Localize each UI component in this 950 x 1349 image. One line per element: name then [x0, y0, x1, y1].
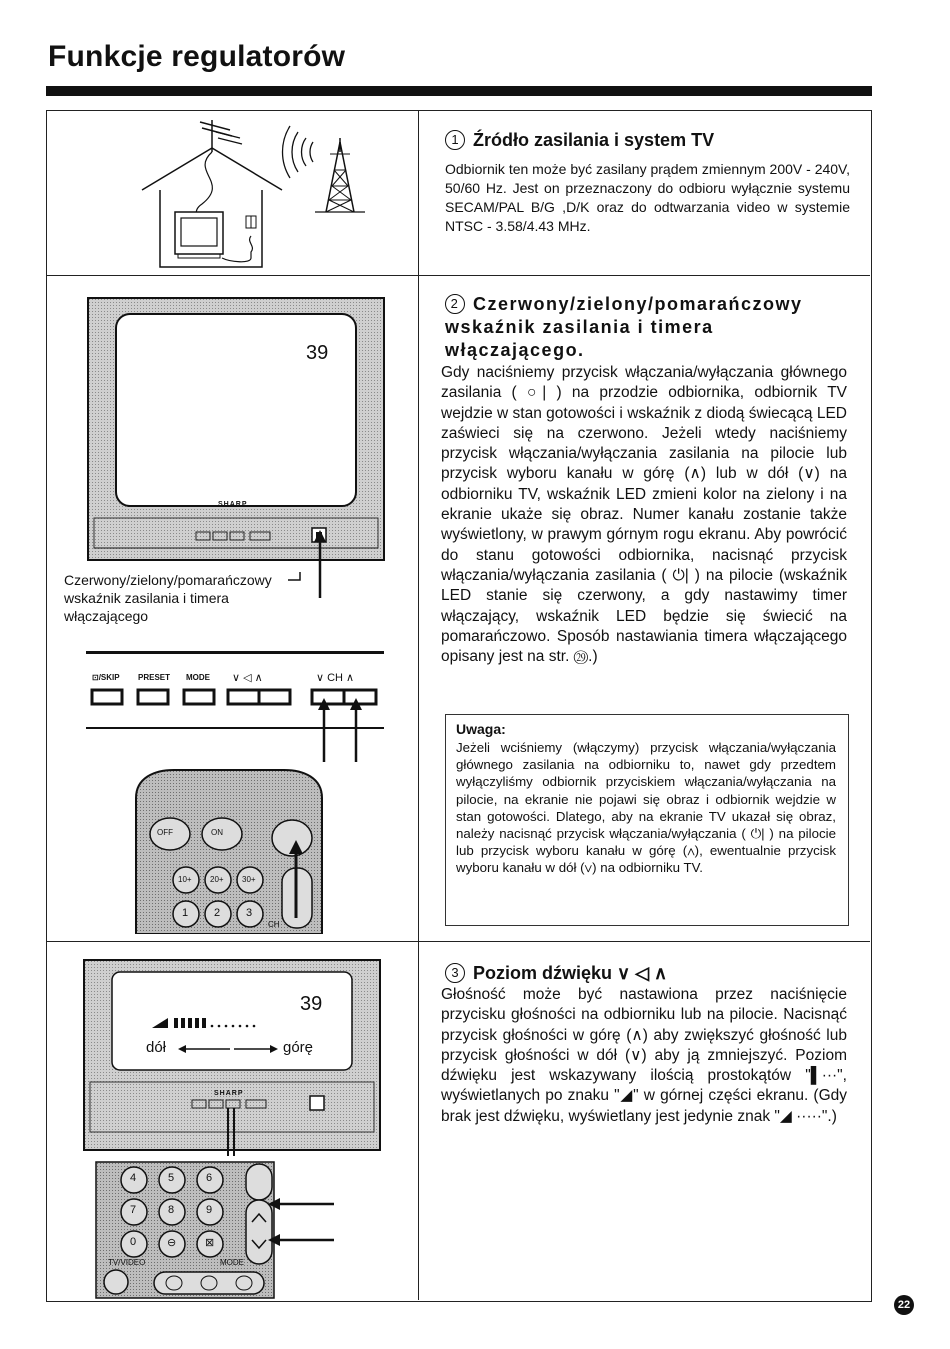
remote2-btn-9: 9 [206, 1204, 213, 1216]
tv1-channel-number: 39 [306, 342, 329, 364]
indicator-pointer [280, 528, 340, 600]
remote1-btn-10: 10+ [178, 875, 192, 884]
section3-heading [445, 963, 667, 984]
remote2-btn-5: 5 [168, 1172, 175, 1184]
column-divider [418, 110, 419, 1300]
indicator-caption: Czerwony/zielony/pomarańczowy wskaźnik zasilania i timera włączającego [64, 572, 272, 624]
page-title: Funkcje regulatorów [48, 40, 346, 73]
remote1-btn-30: 30+ [242, 875, 256, 884]
remote2-btn-4: 4 [130, 1172, 137, 1184]
remote2-label-mode: MODE [220, 1258, 244, 1267]
tv1-brand: SHARP [218, 501, 248, 508]
tv-illustration-volume [82, 958, 384, 1158]
note-box [445, 714, 849, 926]
section3-body: Głośność może być nastawiona przez naciśnięcie przycisku głośności na odbiorniku lub na pilocie. Nacisnąć przycisk głośności w górę (∧) aby zwiększyć głośność lub przycisk głośności w dół (∨) aby ją zmniejszyć. Poziom dźwięku jest wskazywany ilością prostokątów "▌···", wyświetlanych po znaku "◢" w górnej części ekranu. (Gdy brak jest dźwięku, wyświetlany jest jedynie znak "◢ ·····".) [441, 986, 847, 1125]
section2-body: Gdy naciśniemy przycisk włączania/wyłączania głównego zasilania ( ○| ) na przodzie odbiornika, odbiornik TV wejdzie w stan gotowości i wskaźnik z diodą świecącą LED zaświeci się na czerwono. Jeżeli wtedy naciśniemy przycisk włączania/wyłączania zasilania na pilocie lub przycisk wyboru kanału w górę (∧) lub w dół (∨) na odbiorniku TV, wskaźnik LED zmieni kolor na zielony i na ekranie ukaże się obraz. Numer kanału zostanie także wyświetlony, w prawym górnym rogu ekranu. Aby powrócić do stanu gotowości odbiornika, nacisnąć przycisk włączania/wyłączania zasilania ( ⏻| ) na pilocie (wskaźnik LED stanie się czerwony, a gdy nastawimy timer włączający, wskaźnik LED będzie się świecić na pomarańczowo. Sposób nastawiania timera włączającego opisany jest na str. ㉙.) [441, 364, 847, 666]
remote2-label-tvvideo: TV/VIDEO [108, 1258, 146, 1267]
note-body: Jeżeli wciśniemy (włączymy) przycisk włączania/wyłączania głównego zasilania na odbiorniku to, nawet gdy przedtem wyłączyliśmy odbiornik przyciskiem włączania/wyłączania na pilocie, na ekranie nie pojawi się obraz i odbiornik wejdzie w stan gotowości. Dlatego, aby na ekranie TV ukazał się obraz, należy nacisnąć przycisk włączania/wyłączania ( ⏻| ) na pilocie lub przycisk wyboru kanału w górę (∧), ewentualnie przycisk wyboru kanału w dół (∨) na odbiorniku TV. [456, 740, 836, 876]
page-number: 22 [894, 1295, 914, 1315]
panel-label-volume: ∨ ◁ ∧ [232, 672, 263, 684]
remote2-btn-6: 6 [206, 1172, 213, 1184]
section1-number: 1 [445, 130, 465, 150]
tv2-brand: SHARP [214, 1090, 244, 1097]
remote1-btn-on: ON [211, 828, 223, 837]
row-divider-1 [46, 275, 870, 276]
panel-top-rule [86, 651, 384, 654]
section1-heading-text: Źródło zasilania i system TV [473, 130, 715, 150]
remote1-btn-off: OFF [157, 828, 173, 837]
tv2-channel-number: 39 [300, 993, 323, 1015]
remote2-btn-7: 7 [130, 1204, 137, 1216]
section1-body: Odbiornik ten może być zasilany prądem zmiennym 200V - 240V, 50/60 Hz. Jest on przeznaczony do odbioru wyłącznie systemu SECAM/PAL B/G ,D/K oraz do odtwarzania video w systemie NTSC - 3.58/4.43 MHz. [445, 161, 850, 234]
panel-label-preset: PRESET [138, 673, 171, 682]
house-antenna-illustration [130, 112, 390, 272]
remote1-label-ch: CH [268, 920, 280, 929]
remote1-btn-2: 2 [214, 907, 221, 919]
remote1-btn-3: 3 [246, 907, 253, 919]
remote2-btn-0: 0 [130, 1236, 137, 1248]
section3-number: 3 [445, 963, 465, 983]
remote2-btn-8: 8 [168, 1204, 175, 1216]
title-rule [46, 86, 872, 96]
section2-heading-text: Czerwony/zielony/pomarańczowy wskaźnik zasilania i timera włączającego. [445, 294, 803, 360]
panel-label-mode: MODE [186, 673, 210, 682]
section2-number: 2 [445, 294, 465, 314]
section1-heading [445, 130, 714, 151]
panel-label-channel: ∨ CH ∧ [316, 672, 355, 684]
remote-illustration-1 [134, 768, 324, 934]
remote1-btn-1: 1 [182, 907, 189, 919]
remote2-btn-mute: ⊠ [205, 1237, 215, 1249]
remote1-btn-20: 20+ [210, 875, 224, 884]
panel-buttons [86, 684, 386, 764]
tv2-up-label: górę [283, 1039, 314, 1056]
tv-illustration-front [86, 296, 386, 566]
row-divider-2 [46, 941, 870, 942]
note-heading: Uwaga: [456, 721, 506, 737]
remote2-btn-minus: ⊖ [167, 1237, 177, 1249]
section2-heading [445, 293, 845, 362]
panel-label-skip: ⊡/SKIP [92, 673, 120, 682]
tv2-down-label: dół [146, 1039, 167, 1056]
section3-heading-text: Poziom dźwięku ∨ ◁ ∧ [473, 963, 668, 983]
